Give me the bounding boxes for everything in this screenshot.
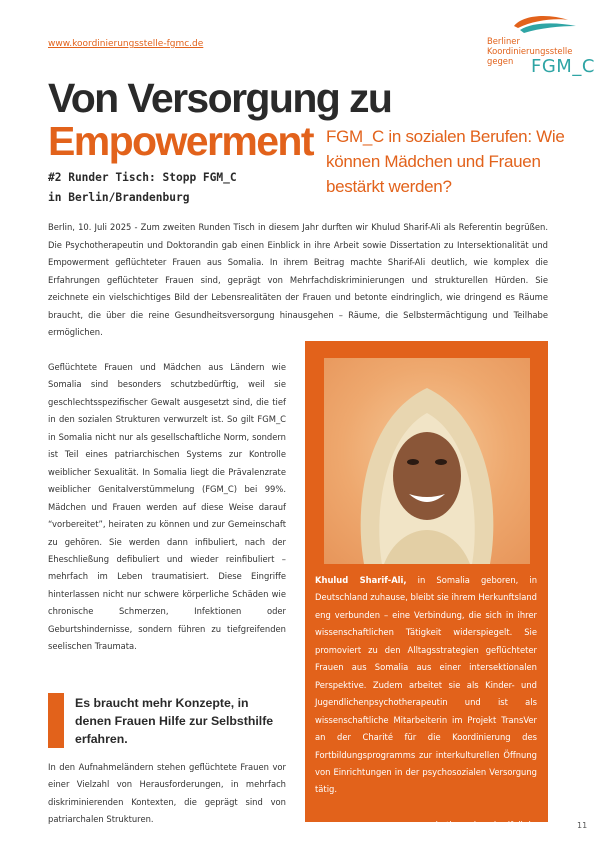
logo xyxy=(484,12,595,84)
speaker-panel xyxy=(305,341,548,830)
speaker-name: Khulud Sharif-Ali, xyxy=(315,575,407,585)
speaker-bio-text: in Somalia geboren, in Deutschland zuhause, bleibt sie ihrem Herkunftsland eng verbunden – eine Verbindung, die sich in ihrer wissenschaftlichen Tätigkeit widerspiegelt. Sie promoviert zu den Alltagsstrategien geflüchteter Frauen aus Somalia aus einer intersektionalen Perspektive. Zudem arbeitet sie als Kinder- und Jugendlichenpsychotherapeutin und ist als wissenschaftliche Mitarbeiterin im Projekt TransVer an der Charité für die Koordinierung des Fortbildungsprogramms zur interkulturellen Öffnung von Einrichtungen in der psychosozialen Versorgung tätig. xyxy=(315,575,537,795)
event-line-2: in Berlin/Brandenburg xyxy=(48,191,190,204)
speaker-bio xyxy=(315,572,537,799)
logo-line-1: Berliner xyxy=(487,36,520,46)
quote-text: Es braucht mehr Konzepte, in denen Frauen Hilfe zur Selbsthilfe erfahren. xyxy=(75,696,274,746)
title-line-2: Empowerment xyxy=(48,118,313,164)
title-line-1: Von Versorgung zu xyxy=(48,75,392,121)
portrait-photo xyxy=(324,358,530,564)
logo-line-3: gegen xyxy=(487,56,514,66)
website-link[interactable]: www.koordinierungsstelle-fgmc.de xyxy=(48,39,204,49)
event-line-1: #2 Runder Tisch: Stopp FGM_C xyxy=(48,171,237,184)
pull-quote xyxy=(48,693,286,748)
body-paragraph: Geflüchtete Frauen und Mädchen aus Ländern wie Somalia sind besonders schutzbedürftig, weil sie geschlechtsspezifischer Gewalt ausgesetzt sind, die tief in den sozialen Strukturen verwurzelt ist. So gilt FGM_C in Somalia nicht nur als gesellschaftliche Norm, sondern ist Teil eines patriarchischen Systems zur Kontrolle weiblicher Sexualität. In Somalia liegt die Prävalenzrate weiblicher Genitalverstümmelung (FGM_C) bei 99%. Mädchen und Frauen werden auf diese Weise darauf “vorbereitet”, heiraten zu können und zur Gemeinschaft zu gehören. Sie werden dann infibuliert, nach der Eheschließung defibuliert und wieder reinfibuliert – mehrfach im Leben traumatisiert. Diese Eingriffe hinterlassen nicht nur schwere körperliche Schäden wie chronische Schmerzen, Infektionen oder Geburtshindernisse, sondern führen zu tiefgreifenden seelischen Traumata. xyxy=(48,362,286,652)
speaker-email-link[interactable]: psychotherapie@sharifali.de xyxy=(416,820,536,830)
page-number: 11 xyxy=(577,821,588,830)
logo-line-2: Koordinierungsstelle xyxy=(487,46,573,56)
body-paragraph-2: In den Aufnahmeländern stehen geflüchtete Frauen vor einer Vielzahl von Herausforderungen, in mehrfach diskriminierenden Kontexten, die geprägt sind von patriarchalen Strukturen. xyxy=(48,762,286,825)
speaker-photo xyxy=(324,358,530,564)
subtitle: FGM_C in sozialen Berufen: Wie können Mädchen und Frauen bestärkt werden? xyxy=(326,127,565,196)
event-heading xyxy=(48,168,237,208)
intro-paragraph: Berlin, 10. Juli 2025 - Zum zweiten Runden Tisch in diesem Jahr durften wir Khulud Sharif-Ali als Referentin begrüßen. Die Psychotherapeutin und Doktorandin gab einen Einblick in ihre Arbeit sowie Dissertation zu Intersektionalität und Empowerment geflüchteter Frauen aus Somalia. In ihrem Beitrag machte Sharif-Ali deutlich, wie komplex die Erfahrungen geflüchteter Frauen sind, geprägt von Mehrfachdiskriminierungen und strukturellen Hürden. Sie zeichnete ein vielschichtiges Bild der Lebensrealitäten der Frauen und betonte eindringlich, wie dringend es Räume braucht, die über die reine Gesundheitsversorgung hinausgehen – Räume, die Selbstermächtigung und Teilhabe ermöglichen. xyxy=(48,222,548,337)
quote-bar xyxy=(48,693,64,748)
hands-icon xyxy=(510,12,580,34)
logo-mark: FGM_C xyxy=(531,56,595,77)
